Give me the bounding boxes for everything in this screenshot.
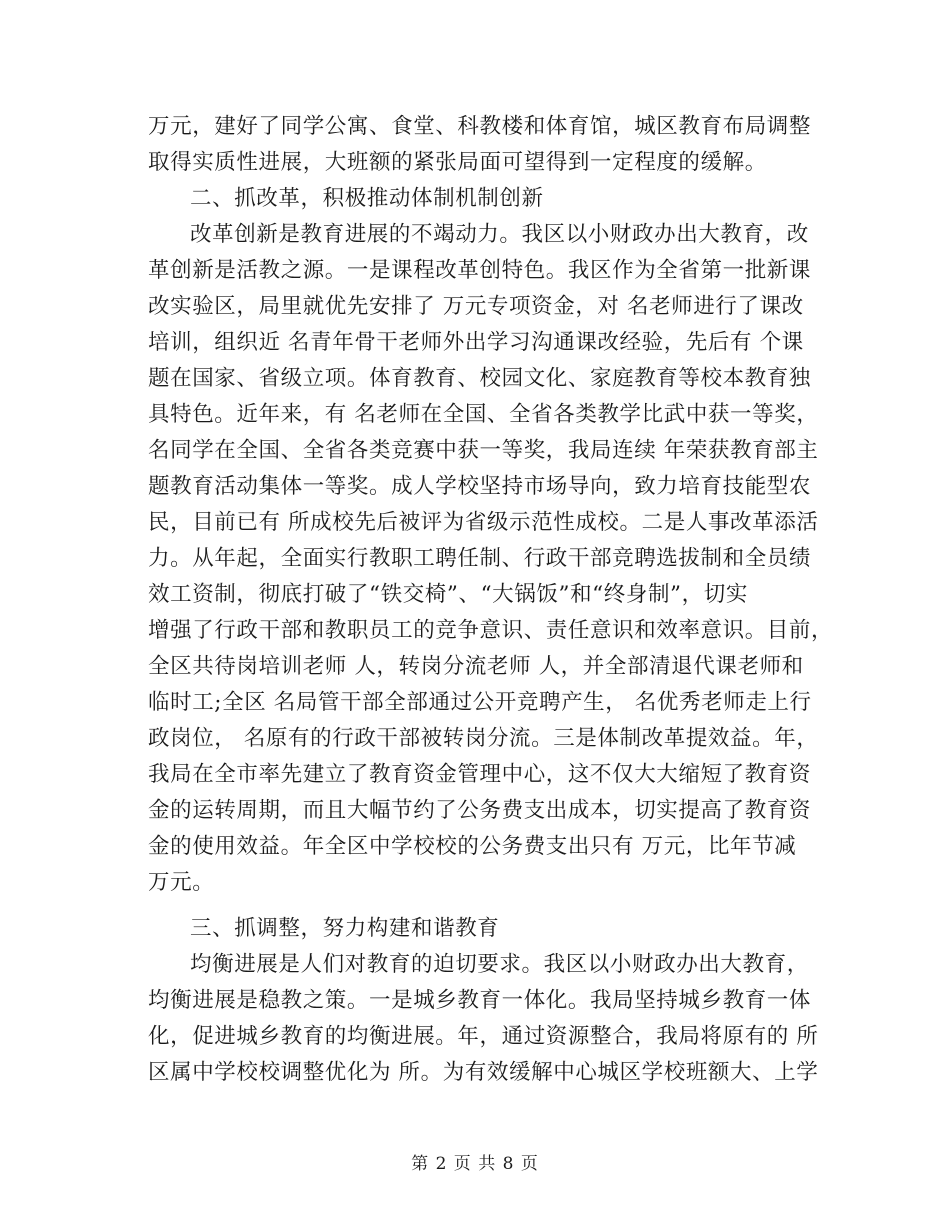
body-line: 金的运转周期，而且大幅节约了公务费支出成本，切实提高了教育资 [148,798,812,823]
body-line: 力。从年起，全面实行教职工聘任制、行政干部竞聘选拔制和全员绩 [148,546,812,571]
body-line: 我局在全市率先建立了教育资金管理中心，这不仅大大缩短了教育资 [148,762,812,787]
paragraph-first-line: 均衡进展是人们对教育的迫切要求。我区以小财政办出大教育， [190,952,809,977]
section-heading: 三、抓调整，努力构建和谐教育 [190,916,500,941]
body-line: 效工资制，彻底打破了“铁交椅”、“大锅饭”和“终身制”，切实 [148,582,748,607]
body-line: 民，目前已有 所成校先后被评为省级示范性成校。二是人事改革添活 [148,510,819,535]
body-line: 金的使用效益。年全区中学校校的公务费支出只有 万元，比年节减 [148,834,797,859]
body-line: 题在国家、省级立项。体育教育、校园文化、家庭教育等校本教育独 [148,366,812,391]
body-line: 区属中学校校调整优化为 所。为有效缓解中心城区学校班额大、上学 [148,1060,819,1085]
body-line: 取得实质性进展，大班额的紧张局面可望得到一定程度的缓解。 [148,150,767,175]
body-line: 名同学在全国、全省各类竞赛中获一等奖，我局连续 年荣获教育部主 [148,438,819,463]
body-line: 万元，建好了同学公寓、食堂、科教楼和体育馆，城区教育布局调整 [148,114,812,139]
body-line: 革创新是活教之源。一是课程改革创特色。我区作为全省第一批新课 [148,258,812,283]
body-line: 改实验区，局里就优先安排了 万元专项资金，对 名老师进行了课改 [148,294,804,319]
body-line: 万元。 [148,870,215,895]
body-line: 化，促进城乡教育的均衡进展。年，通过资源整合，我局将原有的 所 [148,1024,819,1049]
body-line: 全区共待岗培训老师 人，转岗分流老师 人，并全部清退代课老师和 [148,654,804,679]
body-line: 临时工;全区 名局管干部全部通过公开竞聘产生， 名优秀老师走上行 [148,690,812,715]
body-line: 具特色。近年来，有 名老师在全国、全省各类教学比武中获一等奖， [148,402,819,427]
paragraph-first-line: 改革创新是教育进展的不竭动力。我区以小财政办出大教育，改 [190,222,809,247]
body-line: 政岗位， 名原有的行政干部被转岗分流。三是体制改革提效益。年， [148,726,819,751]
page-number-footer: 第 2 页 共 8 页 [411,1154,539,1174]
body-line: 增强了行政干部和教职员工的竞争意识、责任意识和效率意识。目前， [148,618,834,643]
body-line: 均衡进展是稳教之策。一是城乡教育一体化。我局坚持城乡教育一体 [148,988,812,1013]
section-heading: 二、抓改革，积极推动体制机制创新 [190,186,544,211]
body-line: 培训，组织近 名青年骨干老师外出学习沟通课改经验，先后有 个课 [148,330,804,355]
body-line: 题教育活动集体一等奖。成人学校坚持市场导向，致力培育技能型农 [148,474,812,499]
